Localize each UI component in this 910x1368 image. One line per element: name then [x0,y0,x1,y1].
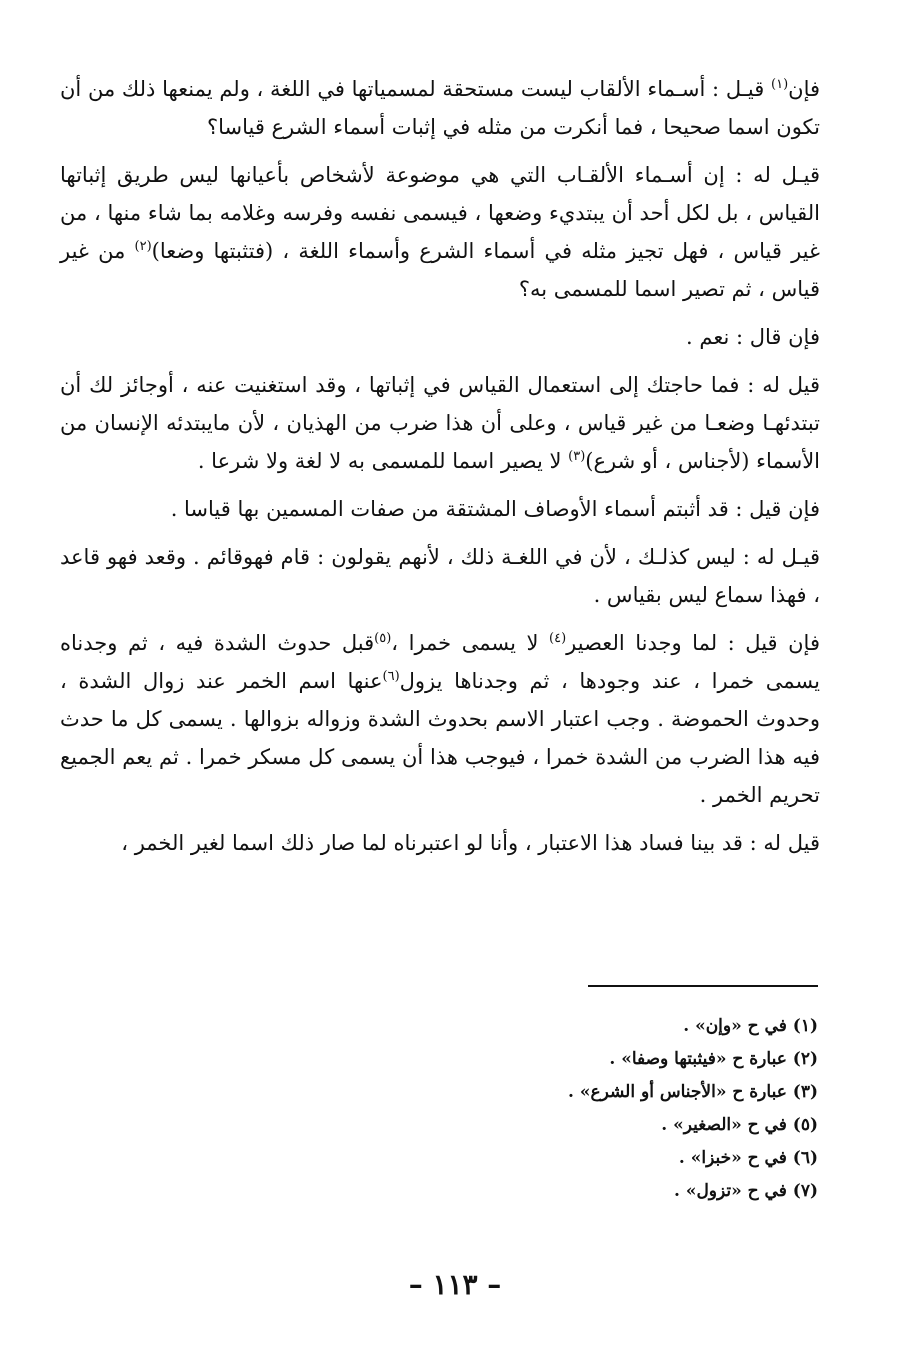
footnote-ref: (٤) [549,631,567,646]
footnote: (٣) عبارة ح «الأجناس أو الشرع» . [568,1082,818,1102]
footnote: (٥) في ح «الصغير» . [661,1115,818,1135]
main-text [60,70,820,872]
paragraph: فإن قيل : لما وجدنا العصير$^{(٤)}$ لا يسمى خمرا ،$^{(٥)}$قبل حدوث الشدة فيه ، ثم وجدناه يسمى خمرا ، عند وجودها ، ثم وجدناها يزول$^{(٦)}$عنها اسم الخمر عند زوال الشدة ، وحدوث الحموضة . وجب اعتبار الاسم بحدوث الشدة وزواله بزوالها . يسمى كل ما حدث فيه هذا الضرب من الشدة خمرا ، فيوجب هذا أن يسمى كل مسكر خمرا . ثم يعم الجميع تحريم الخمر . [60,631,820,807]
footnote-divider [588,985,818,987]
footnote: (١) في ح «وإن» . [683,1016,818,1036]
footnote: (٦) في ح «خبزا» . [678,1148,818,1168]
paragraph: فإن قيل : قد أثبتم أسماء الأوصاف المشتقة من صفات المسمين بها قياسا . [170,497,820,521]
footnotes [318,1010,818,1208]
footnote-ref: (٥) [374,631,392,646]
page-number: – ١١٣ – [408,1268,502,1301]
paragraph: قيل له : فما حاجتك إلى استعمال القياس في إثباتها ، وقد استغنيت عنه ، أوجائز لك أن تبتدئهـا وضعـا من غير قياس ، وعلى أن هذا ضرب من الهذيان ، لأن مايبتدئه الإنسان من الأسماء (لأجناس ، أو شرع)$^{(٣)}$ لا يصير اسما للمسمى به لا لغة ولا شرعا . [60,373,820,473]
paragraph: فإن قال : نعم . [686,325,820,349]
footnote-ref: (٣) [568,449,586,464]
paragraph: قيـل له : إن أسـماء الألقـاب التي هي موضوعة لأشخاص بأعيانها ليس طريق إثباتها القياس ، بل لكل أحد أن يبتديء وضعها ، فيسمى نفسه وفرسه وغلامه بما شاء منها ، من غير قياس ، فهل تجيز مثله في أسماء الشرع وأسماء اللغة ، (فتثبتها وضعا)$^{(٢)}$ من غير قياس ، ثم تصير اسما للمسمى به؟ [60,163,820,301]
footnote-ref: (٢) [134,239,152,254]
paragraph: قيل له : قد بينا فساد هذا الاعتبار ، وأنا لو اعتبرناه لما صار ذلك اسما لغير الخمر ، [121,831,820,855]
paragraph: قيـل له : ليس كذلـك ، لأن في اللغـة ذلك ، لأنهم يقولون : قام فهوقائم . وقعد فهو قاعد ، فهذا سماع ليس بقياس . [60,545,820,607]
footnote: (٧) في ح «تزول» . [673,1181,818,1201]
footnote: (٢) عبارة ح «فيثبتها وصفا» . [609,1049,818,1069]
paragraph: فإن$^{(١)}$ قيـل : أسـماء الألقاب ليست مستحقة لمسمياتها في اللغة ، ولم يمنعها ذلك من أن تكون اسما صحيحا ، فما أنكرت من مثله في إثبات أسماء الشرع قياسا؟ [60,77,820,139]
footnote-ref: (١) [771,77,789,92]
footnote-ref: (٦) [382,669,400,684]
